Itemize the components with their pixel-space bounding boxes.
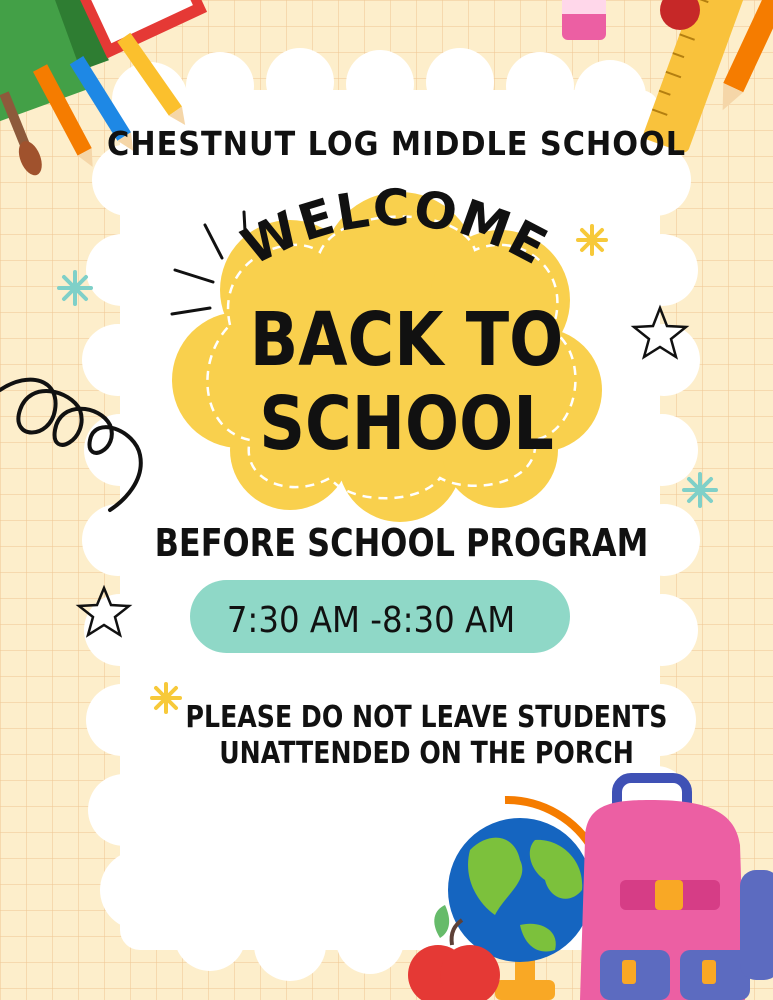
notice-line-1: PLEASE DO NOT LEAVE STUDENTS (185, 700, 668, 735)
school-name: CHESTNUT LOG MIDDLE SCHOOL (107, 124, 686, 163)
notice-text (102, 700, 751, 772)
welcome-heading: WELCOME (233, 178, 558, 277)
program-time: 7:30 AM -8:30 AM (226, 600, 516, 641)
backpack-icon (580, 778, 773, 1000)
headline-back-to: BACK TO (249, 297, 564, 383)
eraser-icon (562, 0, 606, 40)
headline-school: SCHOOL (259, 381, 554, 467)
notice-line-2: UNATTENDED ON THE PORCH (219, 736, 634, 771)
program-title: BEFORE SCHOOL PROGRAM (154, 521, 649, 565)
